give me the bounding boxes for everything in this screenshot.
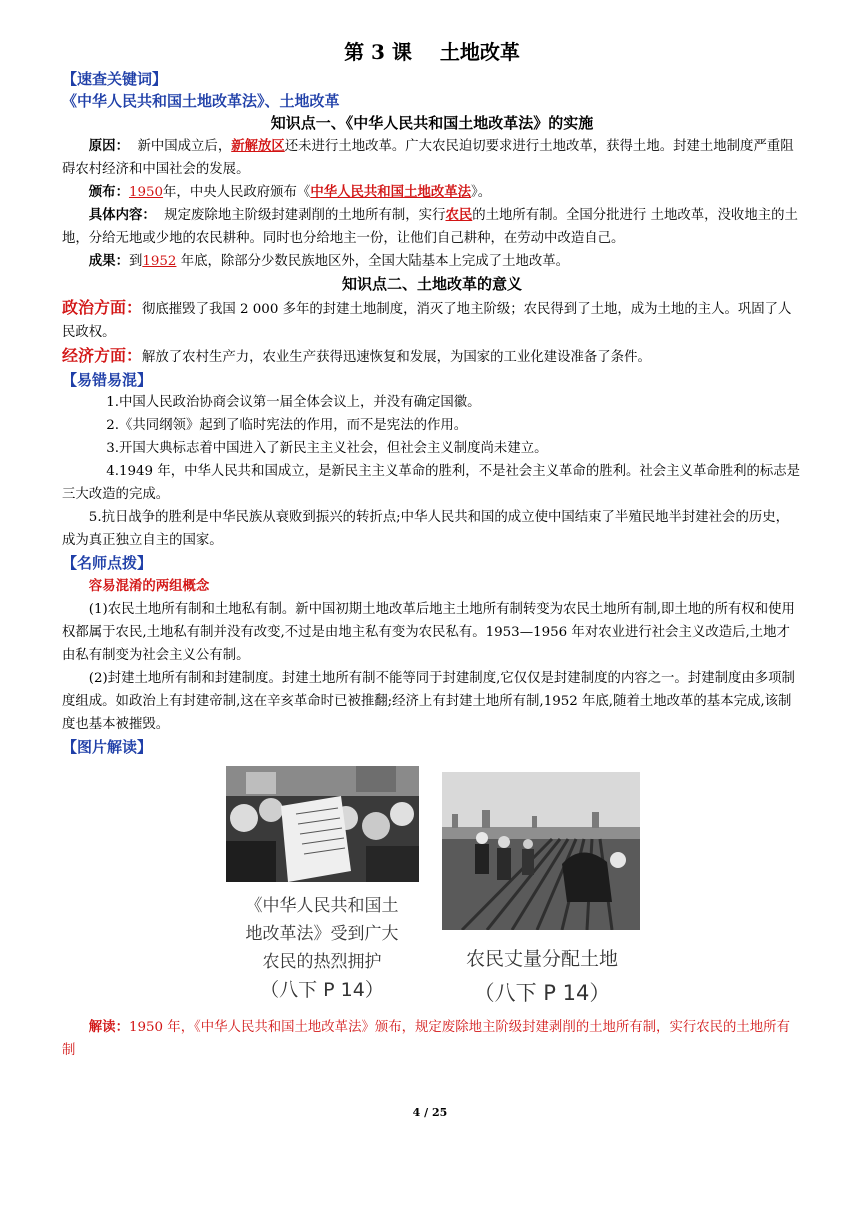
lesson-number: 第 3 课 <box>344 40 412 64</box>
page-title <box>62 38 802 66</box>
mistake-item: 3.开国大典标志着中国进入了新民主主义社会，但社会主义制度尚未建立。 <box>106 441 548 456</box>
mistake-item: 2.《共同纲领》起到了临时宪法的作用，而不是宪法的作用。 <box>106 418 468 433</box>
mistake-item: 4.1949 年，中华人民共和国成立，是新民主主义革命的胜利，不是社会主义革命的胜利。社会主义革命胜利的标志是三大改造的完成。 <box>62 464 801 502</box>
lesson-topic: 土地改革 <box>439 40 520 64</box>
economic-aspect: 经济方面：解放了农村生产力，农业生产获得迅速恢复和发展，为国家的工业化建设准备了条件。 <box>62 346 651 365</box>
photo-peasants-welcome-law <box>226 766 419 882</box>
pictures-heading: 【图片解读】 <box>62 738 153 756</box>
knowledge-point-2-heading: 知识点二、土地改革的意义 <box>341 275 522 293</box>
left-photo-caption: 《中华人民共和国土 地改革法》受到广大 农民的热烈拥护 （八下 P 14） <box>245 896 399 1001</box>
knowledge-point-1-heading: 知识点一、《中华人民共和国土地改革法》的实施 <box>270 114 594 132</box>
picture-interpretation: 解读：1950 年，《中华人民共和国土地改革法》颁布，规定废除地主阶级封建剥削的土地所有制，实行农民的土地所有制 <box>62 1019 790 1058</box>
highlight-new-liberated-areas: 新解放区 <box>231 138 285 154</box>
highlight-peasants: 农民 <box>445 207 473 223</box>
teacher-tip-item: (2)封建土地所有制和封建制度。封建土地所有制不能等同于封建制度,它仅仅是封建制度的内容之一。封建制度由多项制度组成。如政治上有封建帝制,这在辛亥革命时已被推翻;经济上有封建土地所有制,1952 年底,随着土地改革的基本完成,该制度也基本被摧毁。 <box>62 671 795 732</box>
content-paragraph: 具体内容： 规定废除地主阶级封建剥削的土地所有制，实行农民的土地所有制。全国分批进行 土地改革，没收地主的土地，分给无地或少地的农民耕种。同时也分给地主一份，让他们自己耕种，在劳动中改造自己。 <box>62 207 798 246</box>
teacher-tips-subheading: 容易混淆的两组概念 <box>88 578 210 594</box>
year-1950: 1950 <box>128 185 164 200</box>
result-paragraph: 成果：到1952 年底，除部分少数民族地区外，全国大陆基本上完成了土地改革。 <box>88 253 570 269</box>
year-1952: 1952 <box>142 254 177 269</box>
right-photo-caption: 农民丈量分配土地 （八下 P 14） <box>465 948 618 1005</box>
page-number: 4 / 25 <box>412 1106 448 1119</box>
picture-area <box>62 762 802 1014</box>
document-page <box>62 38 802 1062</box>
teacher-tip-item: (1)农民土地所有制和土地私有制。新中国初期土地改革后地主土地所有制转变为农民土地所有制,即土地的所有权和使用权都属于农民,土地私有制并没有改变,不过是由地主私有变为农民私有。1953—1956 年对农业进行社会主义改造后,土地才由私有制变为社会主义公有制。 <box>62 602 795 663</box>
political-aspect: 政治方面：彻底摧毁了我国 2 000 多年的封建土地制度，消灭了地主阶级；农民得到了土地，成为土地的主人。巩固了人民政权。 <box>62 298 792 340</box>
mistakes-heading: 【易错易混】 <box>62 371 153 389</box>
teacher-tips-heading: 【名师点拨】 <box>62 554 153 572</box>
keywords-text: 《中华人民共和国土地改革法》、土地改革 <box>62 92 340 110</box>
highlight-land-reform-law: 中华人民共和国土地改革法 <box>310 184 472 200</box>
reason-paragraph: 原因： 新中国成立后，新解放区还未进行土地改革。广大农民迫切要求进行土地改革，获得土地。封建土地制度严重阻碍农村经济和中国社会的发展。 <box>62 138 794 177</box>
mistake-item: 1.中国人民政治协商会议第一届全体会议上，并没有确定国徽。 <box>106 395 481 410</box>
keywords-heading: 【速查关键词】 <box>62 70 168 88</box>
mistake-item: 5.抗日战争的胜利是中华民族从衰败到振兴的转折点;中华人民共和国的成立使中国结束了半殖民地半封建社会的历史，成为真正独立自主的国家。 <box>62 510 790 548</box>
promulgation-paragraph: 颁布：1950年，中央人民政府颁布《中华人民共和国土地改革法》。 <box>88 184 492 200</box>
photo-peasants-measure-land <box>442 772 640 930</box>
